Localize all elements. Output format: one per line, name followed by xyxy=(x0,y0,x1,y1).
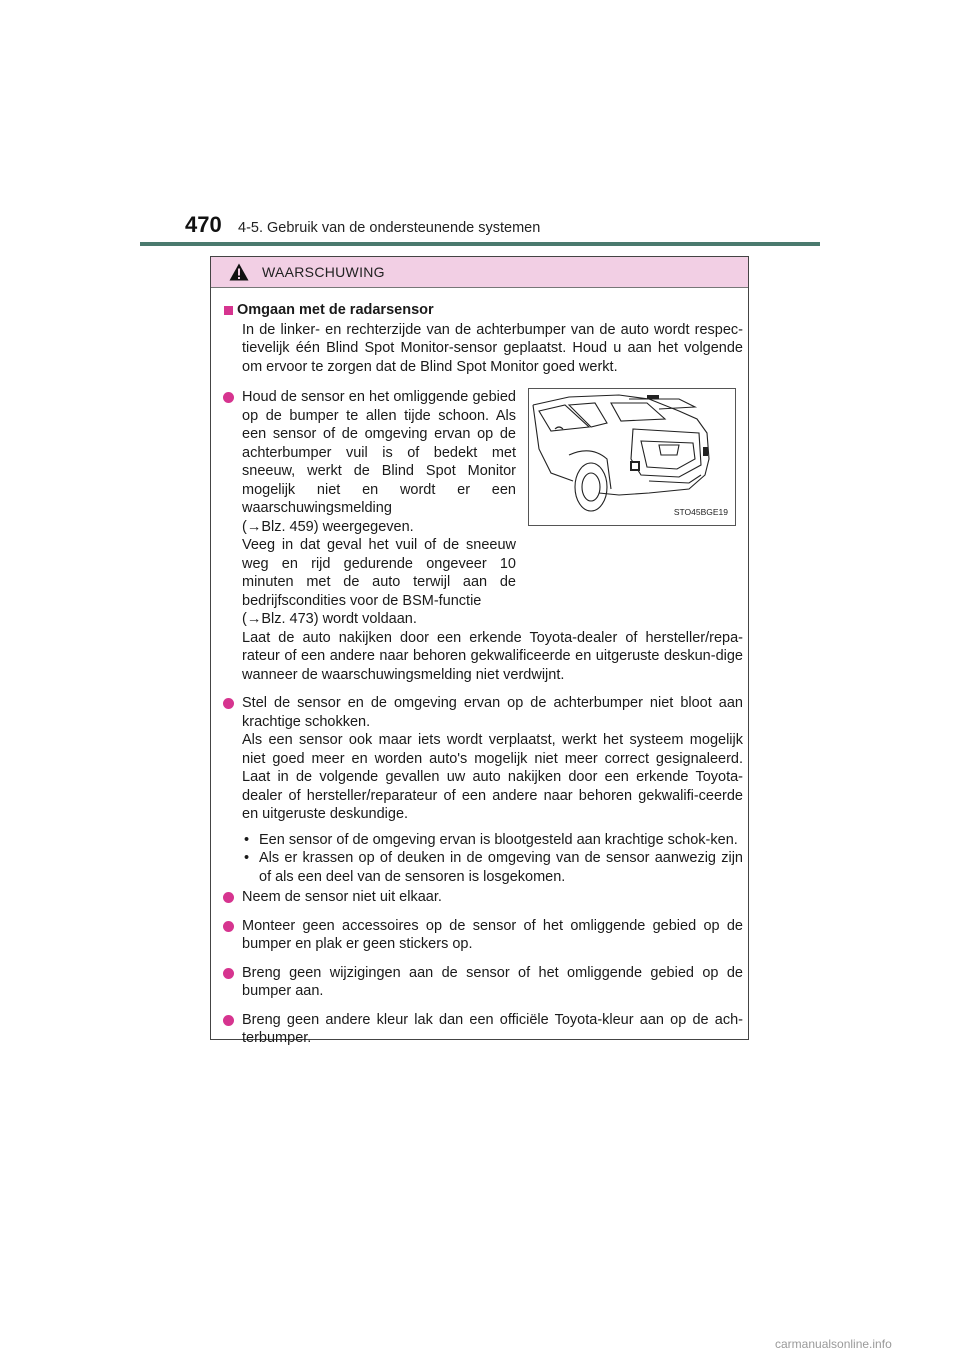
watermark: carmanualsonline.info xyxy=(775,1337,892,1351)
item3-text: Neem de sensor niet uit elkaar. xyxy=(242,889,442,905)
heading-text: Omgaan met de radarsensor xyxy=(237,302,434,318)
item5-text: Breng geen wijzigingen aan de sensor of het omliggende gebied op de bumper aan. xyxy=(242,964,743,999)
warning-triangle-icon xyxy=(229,263,249,281)
car-rear-illustration xyxy=(528,388,736,526)
round-bullet-icon xyxy=(223,392,234,403)
item1-text: Houd de sensor en het omliggende gebied op de bumper te allen tijde schoon. Als een sensor of de omgeving ervan op de achterbumper vuil is of bedekt met sneeuw, werkt de Blind Spot Monitor mogelijk niet en wordt er een waarschuwingsmelding xyxy=(242,389,516,516)
item2-p1: Stel de sensor en de omgeving ervan op de achterbumper niet bloot aan krachtige schokken. xyxy=(242,695,743,730)
item1-ref2: (→Blz. 473) wordt voldaan. xyxy=(242,611,417,627)
item4-text: Monteer geen accessoires op de sensor of het omliggende gebied op de bumper en plak er geen stickers op. xyxy=(242,917,743,952)
sub-list-item: • Een sensor of de omgeving ervan is blootgesteld aan krachtige schok-ken. xyxy=(244,831,738,848)
square-bullet-icon xyxy=(224,306,233,315)
sub-list xyxy=(223,831,743,887)
round-bullet-icon xyxy=(223,968,234,979)
round-bullet-icon xyxy=(223,698,234,709)
page-number: 470 xyxy=(185,212,222,237)
list-item xyxy=(223,964,743,1001)
item2-p2: Als een sensor ook maar iets wordt verplaatst, werkt het systeem mogelijk niet goed meer en worden auto's mogelijk niet meer correct gesignaleerd. Laat in de volgende gevallen uw auto nakijken door een erkende Toyota-dealer of hersteller/reparateur of een andere naar behoren gekwalifi-ceerde en uitgeruste deskundige. xyxy=(242,732,743,822)
item6-text: Breng geen andere kleur lak dan een officiële Toyota-kleur aan op de ach-terbumper. xyxy=(242,1011,743,1046)
round-bullet-icon xyxy=(223,892,234,903)
header-rule xyxy=(140,242,820,246)
item1-ref: (→Blz. 459) weergegeven. xyxy=(242,518,414,535)
list-item xyxy=(223,888,743,907)
warning-content xyxy=(223,301,743,1048)
section-title: 4-5. Gebruik van de ondersteunende systemen xyxy=(238,220,541,236)
list-item xyxy=(223,1011,743,1048)
section-heading xyxy=(223,301,743,320)
figure-code: STO45BGE19 xyxy=(673,506,728,517)
sub-list-item: • Als er krassen op of deuken in de omgeving van de sensor aanwezig zijn of als een deel van de sensoren is losgekomen. xyxy=(244,850,743,885)
list-item xyxy=(223,388,516,629)
item1-after: Laat de auto nakijken door een erkende Toyota-dealer of hersteller/repa-rateur of een andere naar behoren gekwalificeerde en uitgeruste deskun-dige wanneer de waarschuwingsmelding niet verdwijnt. xyxy=(242,629,743,683)
list-item xyxy=(223,694,743,824)
figure-row xyxy=(223,388,743,629)
round-bullet-icon xyxy=(223,921,234,932)
round-bullet-icon xyxy=(223,1015,234,1026)
item1-text2: Veeg in dat geval het vuil of de sneeuw weg en rijd gedurende ongeveer 10 minuten met de auto terwijl aan de bedrijfscondities voor de BSM-functie xyxy=(242,537,516,609)
list-item xyxy=(223,917,743,954)
intro-paragraph: In de linker- en rechterzijde van de achterbumper van de auto wordt respec-tievelijk één Blind Spot Monitor-sensor geplaatst. Houd u aan het volgende om ervoor te zorgen dat de Blind Spot Monitor goed werkt. xyxy=(242,321,743,375)
warning-box xyxy=(210,256,749,1046)
warning-header xyxy=(211,257,748,288)
warning-title: WAARSCHUWING xyxy=(262,264,385,280)
